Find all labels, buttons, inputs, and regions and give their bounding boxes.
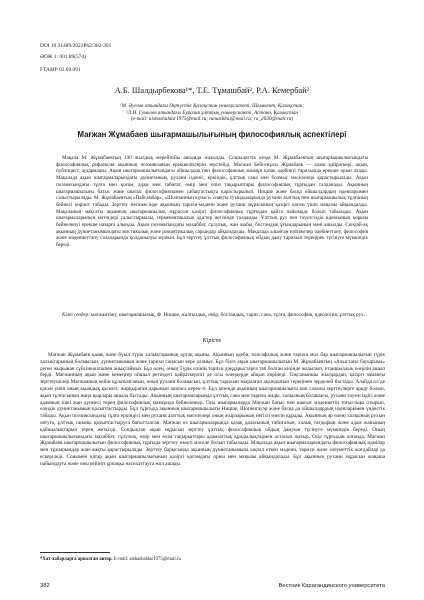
- udc-line: ӘОЖ 1: 001.89(574): [40, 54, 86, 60]
- paper-title: Мағжан Жұмабаев шығармашылығының философиялық аспектілері: [77, 130, 347, 139]
- affiliations: [0, 103, 424, 123]
- abstract: Мақала М. Жұмабаевтың 130 жылдық мерейтойы аясында жазылды. Социалистік кезде М. Жұмабаевтың шығармашылығындағы философиялық рефлексия ақынның поэзиясының ерекшеліктерін зерттейді. Мағжан Бейсенұлы Жұмабаев — алаш қайраткері, ақын, публицист, аудармашы. Ақын шығармашылығындағы ойшылдық пен философиялық мазмұн қазақ әдебиеті тарихында ерекше орын алады. Мақалада ақын шығармаларындағы дүниетаным, рухани ізденіс, еркіндік, ұлттық сана мен болмыс мәселелері қарастырылады. Ақын поэзиясындағы тұлға мен қоғам, адам мен табиғат, өмір мен өлім тақырыптары философиялық тұрғыдан талданады. Ақынның шығармашылығы батыс және шығыс философиясымен сабақтастықта қарастырылып, Ницше және басқа ойшылдардың идеяларымен салыстырылады. М. Жұмабаевтың «Пайғамбар», «Шолпанның күнәсі» сияқты туындыларында рухани азаттық пен шығармашылық тұлғаның бейнесі көрініс табады. Зерттеу нәтижесінде ақынның тарихи-мәдени және рухани мұрасының қазіргі қоғам үшін маңызы айқындалды. Мақаланың мақсаты ақынның шығармашылық мұрасын қазіргі философиялық тұрғыдан қайта пайымдау болып табылады. Ақын шығармаларының мәтіндері салыстырмалы, герменевтикалық әдістер негізінде талданды. Ұлттық рух пен тәуелсіздік идеясының көркем бейнеленуі ерекше назарға алынды. Ақын поэзиясындағы махаббат, сұлулық, жан азабы, бостандық ұғымдарының мәні ашылды. Сондай-ақ ақынның дүниетанымындағы мистикалық және романтикалық сарындар айқындалды. Мақалада алынған нәтижелер әдебиеттану, философия және мәдениеттану салаларында қолданылуы мүмкін. Бұл зерттеу ұлттық философиялық ойдың даму тарихын тереңірек түсінуге мүмкіндік береді.: [56, 155, 368, 249]
- section-title-intro: Кіріспе: [202, 338, 222, 344]
- keywords-label: Кілт сөздер:: [62, 312, 90, 318]
- affiliation-1: ¹М. Әуезов атындағы Оңтүстік Қазақстан университеті, Шымкент, Қазақстан;: [120, 103, 304, 109]
- footnote-rule: [40, 552, 110, 553]
- keywords-text: мағжантану, шығармашылық, Ф. Ницше, жалғыздық, өмір, бостандық, тарих, сана, тұлға, философия, идеология, ұлттық рух.: [91, 312, 365, 318]
- doi-line: DOI 10.31489/2023Ph2/382-391: [40, 43, 112, 49]
- footnote-label: *Хат-хабарларға арналған автор.: [40, 557, 113, 562]
- affiliation-2: ²Л.Н. Гумилев атындағы Еуразия ұлттық университеті, Астана, Қазақстан: [126, 109, 298, 116]
- journal-name: Вестник Карагандинского университета: [278, 583, 385, 589]
- authors-line: А.Б. Шалдырбекова¹*, Т.Е. Тұмашбай², Р.А. Кемербай²: [114, 86, 310, 95]
- irstі-line: FТАМР 02.09.091: [40, 67, 81, 73]
- keywords: [56, 312, 368, 319]
- intro-body: Мағжан Жұмабаев қазақ және бүкіл түрік халықтарының ортақ ақыны. Ақынның әдеби, пәлсафалық және тарихи мол бар шығармашылығын түрік халықтарының болмысын, дүниетанымын және тарихи санасын кере аламыз. Бұл бізге ақын шығармашылығын М. Жұмабаевтың «Алыстағы бауырыма» деген жырынан сүйсінешілікпен анықтаймыз. Бұл өлең, оның Түрік елінің тарихи дәңдарыстарға тап болған кезінде жазылып, отаншылдық көңілін ашып берді. Мағжанның ақын және кемеңгер ойшыл ретіндегі қайраткерлігі де осы өлеңдерде айқын көрінеді. Тоқсаныншы жылдардан, қазіргі заманғы зерттеушілер Мағжанның кейін құлатылғанын, оның рухани болмысын, ұлттық тарихын жырлаған ақындығын тереңінен зерделей бастады. Алайда ол де қоғам үшін оның ақындық қасиеті, жарқыраған дарынын ашпаса керек-ті. Бұл кезеңде ақынның шығармашылығы көп салалы зерттеулерге арқау болып, ақын тұлғасының жаңа қырлары ашыла бастады. Ақынның шығармаларында ұлттық сана мен тарихи жады, халқының болашағы, рухани тәуелсіздігі және адамның ішкі жан дүниесі терең философиялық мазмұнда бейнеленеді. Осы шығармаларда Мағжан батыс пен шығыс мәдениетін тоғыстыра отырып, өзіндік дүниетанымын қалыптастырды. Бұл тұрғыда ақынның шығармашылығы Ницше, Шопенгауэр және басқа да ойшылдардың идеяларымен үндестік табады. Ақын поэзиясындағы тұлға еркіндігі мен рухани азаттық мәселелері оның жырларының негізгі өзегін құрады. Ақынның әр өлеңі халқының рухын оятуға, ұлттық сананы қалыптастыруға бағытталған. Мағжан өз шығармаларында қазақ даласының табиғатын, халық тағдырын және адам жанының қайшылықтарын терең жеткізді. Сондықтан ақын мұрасын зерттеу ұлттық философиялық ойдың дамуын түсінуге мүмкіндік береді. Оның шығармашылығындағы махаббат, сұлулық, өмір мен өлім тақырыптары адамзаттық құндылықтармен астасып жатыр. Осы тұрғыдан алғанда, Мағжан Жұмабаев шығармашылығын философиялық тұрғыда зерттеу өзекті мәселе болып табылады. Мақалада ақын шығармаларындағы философиялық идеялар мен тұжырымдар жан-жақты қарастырылады. Зерттеу барысында ақынның дүниетанымына ықпал еткен мәдени, тарихи және әлеуметтік жағдайлар да ескеріледі. Сонымен қатар ақын шығармашылығының қазіргі қоғамдағы орны мен маңызы айқындалады. Бұл ақынның рухани мұрасын жаңаша пайымдауға және оны кейінгі ұрпаққа насихаттауға жол ашады.: [40, 352, 385, 467]
- footnote-email: E-mail: aishashaldar1975@mail.ru: [113, 557, 181, 562]
- footnote: [40, 557, 181, 562]
- page-number: 382: [40, 583, 50, 589]
- affiliation-emails: (e-mail: aishashaldar1975@mail.ru; tumashbai@mail.ru; ra_2030@mail.ru): [130, 116, 294, 123]
